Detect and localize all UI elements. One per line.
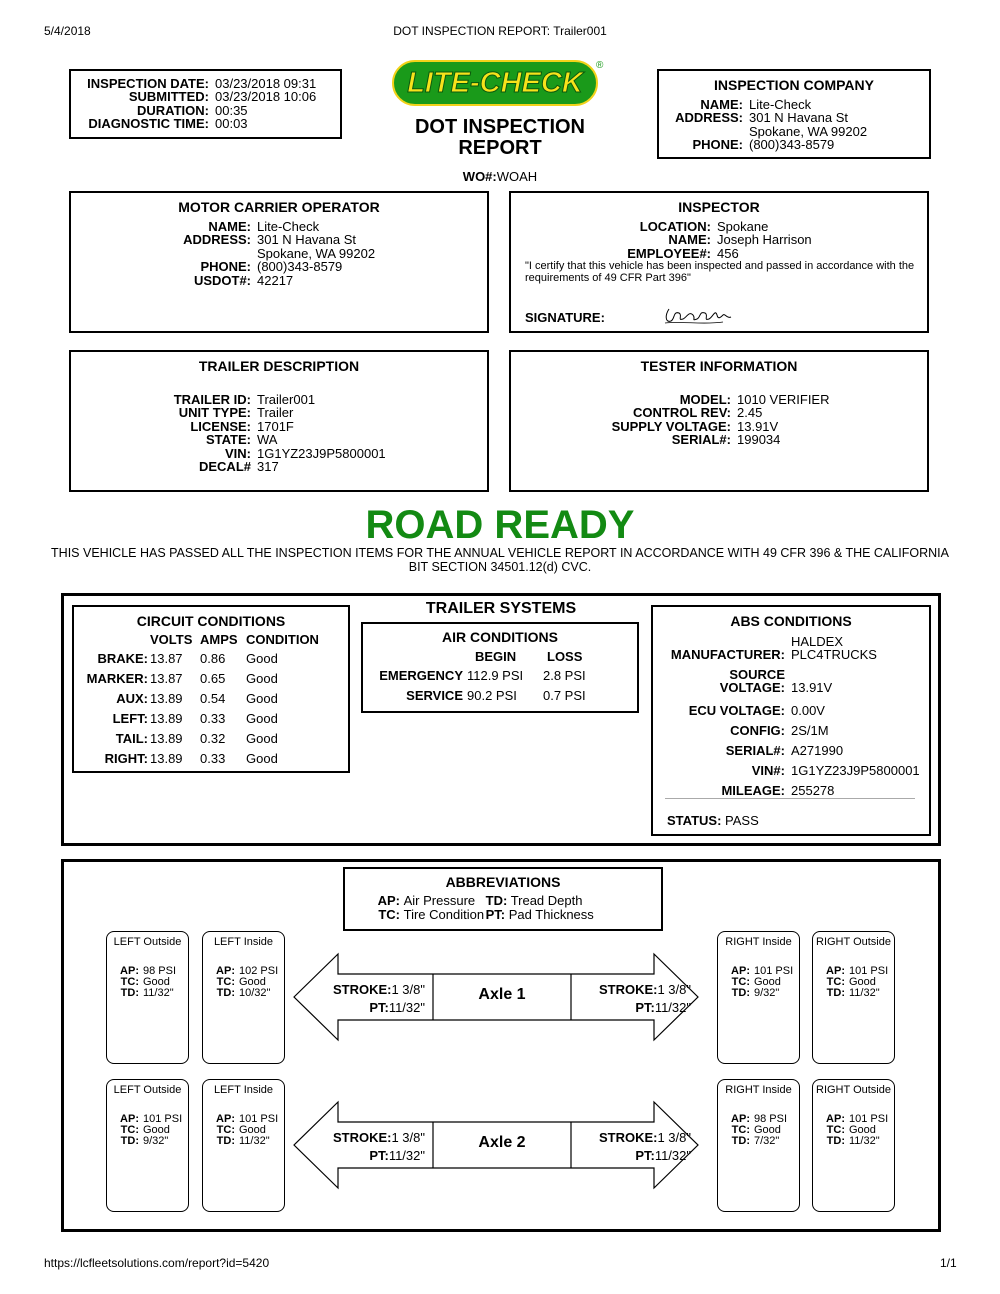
abbr-pt: PT: xyxy=(485,907,506,922)
loss-header: LOSS xyxy=(547,649,583,664)
decal-label: DECAL# xyxy=(198,459,251,475)
work-order-label: WO#: xyxy=(462,169,497,184)
submitted-label: SUBMITTED: xyxy=(128,89,209,105)
circuit-condition: Good xyxy=(246,750,278,766)
report-url[interactable]: https://lcfleetsolutions.com/report?id=5420 xyxy=(44,1256,270,1270)
lite-check-logo xyxy=(392,60,604,108)
circuit-volts: 13.87 xyxy=(150,650,183,666)
tire-axle2-right-inside xyxy=(717,1079,800,1212)
tire-title: RIGHT Inside xyxy=(725,1084,792,1096)
abs-vin-label: VIN#: xyxy=(751,763,785,778)
air-label: EMERGENCY xyxy=(379,667,463,683)
tire-td: 10/32" xyxy=(239,987,271,999)
condition-header: CONDITION xyxy=(246,632,319,647)
certification-statement: "I certify that this vehicle has been inspected and passed in accordance with the requirements of 49 CFR Part 396" xyxy=(525,260,915,284)
abbr-td: TD: xyxy=(485,893,508,908)
air-begin: 90.2 PSI xyxy=(467,687,517,703)
signature-image xyxy=(663,305,733,327)
circuit-condition: Good xyxy=(246,670,278,686)
tire-tc: Good xyxy=(849,976,876,988)
circuit-amps: 0.86 xyxy=(200,650,226,666)
td-label: TD: xyxy=(120,987,139,999)
amps-header: AMPS xyxy=(200,632,238,647)
abs-manufacturer-line1: HALDEX xyxy=(791,634,844,649)
abbr-ap: AP: xyxy=(377,893,400,908)
circuit-volts: 13.89 xyxy=(150,710,183,726)
tire-axle1-left-outside xyxy=(106,931,189,1064)
signature-label: SIGNATURE: xyxy=(525,310,605,325)
state-value: WA xyxy=(257,432,278,448)
air-loss: 0.7 PSI xyxy=(543,687,586,703)
table-row xyxy=(82,648,319,668)
tire-td: 9/32" xyxy=(143,1135,169,1147)
trailer-systems-box xyxy=(61,593,941,846)
stroke-value: 1 3/8" xyxy=(657,982,691,997)
stroke-value: 1 3/8" xyxy=(391,982,425,997)
inspector-title: INSPECTOR xyxy=(678,199,760,215)
abbr-td-meaning: Tread Depth xyxy=(510,893,583,908)
inspector-name-value: Joseph Harrison xyxy=(717,232,812,248)
table-row xyxy=(367,665,586,685)
circuit-volts: 13.89 xyxy=(150,690,183,706)
stroke-label: STROKE: xyxy=(332,982,392,997)
inspection-date-value: 03/23/2018 09:31 xyxy=(215,76,317,91)
abs-conditions-title: ABS CONDITIONS xyxy=(730,613,852,629)
carrier-phone-label: PHONE: xyxy=(200,259,251,275)
air-table xyxy=(367,648,586,705)
air-loss: 2.8 PSI xyxy=(543,667,586,683)
volts-header: VOLTS xyxy=(150,632,193,647)
report-title-line1: DOT INSPECTION xyxy=(414,116,585,138)
abs-vin-value: 1G1YZ23J9P5800001 xyxy=(791,763,920,778)
inspection-times-box xyxy=(69,69,342,139)
abs-conditions-box xyxy=(651,605,931,836)
circuit-label: AUX: xyxy=(116,690,148,706)
work-order-value: WOAH xyxy=(496,169,538,184)
stroke-label: STROKE: xyxy=(598,1130,658,1145)
abs-ecu-value: 0.00V xyxy=(791,703,825,718)
table-row xyxy=(82,708,319,728)
circuit-amps: 0.32 xyxy=(200,730,226,746)
registered-mark: ® xyxy=(596,60,604,71)
inspector-employee-label: EMPLOYEE#: xyxy=(627,245,711,261)
circuit-conditions-title: CIRCUIT CONDITIONS xyxy=(136,613,286,629)
tester-model-value: 1010 VERIFIER xyxy=(737,392,830,407)
tire-ap: 101 PSI xyxy=(849,1113,889,1125)
ap-label: AP: xyxy=(731,1113,750,1125)
company-address-label: ADDRESS: xyxy=(675,110,743,126)
tire-td: 9/32" xyxy=(754,987,780,999)
pass-statement: THIS VEHICLE HAS PASSED ALL THE INSPECTION ITEMS FOR THE ANNUAL VEHICLE REPORT IN ACCORDANCE WITH 49 CFR 396 & THE CALIFORNIA BIT SECTION 34501.12(d) CVC. xyxy=(51,546,949,574)
tire-ap: 101 PSI xyxy=(143,1113,183,1125)
axle-2-right-stroke xyxy=(571,1129,691,1165)
abbreviations-title: ABBREVIATIONS xyxy=(445,874,561,890)
tc-label: TC: xyxy=(120,976,139,988)
axle-2-left-stroke xyxy=(309,1129,433,1165)
tester-model-label: MODEL: xyxy=(679,392,731,407)
table-row xyxy=(82,748,319,768)
abbr-tc: TC: xyxy=(378,907,400,922)
tester-information-title: TESTER INFORMATION xyxy=(640,358,798,374)
decal-value: 317 xyxy=(257,459,279,475)
diagnostic-time-label: DIAGNOSTIC TIME: xyxy=(88,116,209,132)
tc-label: TC: xyxy=(731,976,750,988)
abbreviations-list xyxy=(375,894,594,922)
ap-label: AP: xyxy=(826,965,845,977)
motor-carrier-box xyxy=(69,191,489,333)
circuit-label: LEFT: xyxy=(112,710,148,726)
state-label: STATE: xyxy=(205,432,251,448)
tire-ap: 101 PSI xyxy=(754,965,794,977)
tire-title: LEFT Inside xyxy=(213,1084,274,1096)
circuit-volts: 13.89 xyxy=(150,730,183,746)
table-row xyxy=(82,728,319,748)
inspector-name-label: NAME: xyxy=(668,232,711,248)
circuit-condition: Good xyxy=(246,710,278,726)
tire-axle2-left-inside xyxy=(202,1079,285,1212)
axle-2-diagram xyxy=(293,1100,699,1190)
td-label: TD: xyxy=(731,1135,750,1147)
abbr-ap-meaning: Air Pressure xyxy=(403,893,476,908)
inspector-location-label: LOCATION: xyxy=(639,219,711,234)
circuit-volts: 13.89 xyxy=(150,750,183,766)
work-order xyxy=(370,169,630,184)
tire-title: LEFT Inside xyxy=(213,936,274,948)
tc-label: TC: xyxy=(826,1124,845,1136)
ap-label: AP: xyxy=(120,1113,139,1125)
abs-status xyxy=(667,813,759,828)
tire-ap: 98 PSI xyxy=(754,1113,788,1125)
page-number: 1/1 xyxy=(940,1256,957,1270)
stroke-label: STROKE: xyxy=(332,1130,392,1145)
circuit-label: TAIL: xyxy=(115,730,148,746)
company-address-value: 301 N Havana St xyxy=(749,110,849,126)
logo-text: LITE-CHECK xyxy=(407,67,583,99)
tire-title: RIGHT Outside xyxy=(816,936,891,948)
road-ready-headline: ROAD READY xyxy=(365,503,635,547)
carrier-usdot-label: USDOT#: xyxy=(193,272,251,288)
pt-label: PT: xyxy=(369,1148,389,1163)
tire-axle1-left-inside xyxy=(202,931,285,1064)
td-label: TD: xyxy=(120,1135,139,1147)
pt-value: 11/32" xyxy=(388,1148,425,1163)
tire-title: LEFT Outside xyxy=(113,936,182,948)
trailer-id-value: Trailer001 xyxy=(257,392,316,407)
vin-value: 1G1YZ23J9P5800001 xyxy=(257,445,386,461)
table-row xyxy=(82,668,319,688)
tire-td: 11/32" xyxy=(239,1135,270,1147)
control-rev-label: CONTROL REV: xyxy=(633,405,731,421)
carrier-city-value: Spokane, WA 99202 xyxy=(257,245,376,261)
td-label: TD: xyxy=(826,1135,845,1147)
stroke-value: 1 3/8" xyxy=(391,1130,425,1145)
abs-source-label2: VOLTAGE: xyxy=(719,680,785,696)
vin-label: VIN: xyxy=(225,445,251,461)
report-title xyxy=(370,117,630,159)
ap-label: AP: xyxy=(731,965,750,977)
abs-status-label: STATUS: xyxy=(667,813,722,828)
axle-1-right-stroke xyxy=(571,981,691,1017)
circuit-conditions-box xyxy=(72,605,350,773)
report-title-line2: REPORT xyxy=(458,137,542,159)
abs-config-label: CONFIG: xyxy=(730,723,785,738)
carrier-address-value: 301 N Havana St xyxy=(257,232,357,248)
axle-section-box xyxy=(61,859,941,1232)
axle-2-name: Axle 2 xyxy=(478,1134,526,1151)
tester-serial-value: 199034 xyxy=(737,432,781,448)
tire-tc: Good xyxy=(849,1124,876,1136)
stroke-label: STROKE: xyxy=(598,982,658,997)
unit-type-value: Trailer xyxy=(257,405,294,421)
tire-ap: 101 PSI xyxy=(849,965,889,977)
company-name-value: Lite-Check xyxy=(749,97,812,112)
inspection-company-title: INSPECTION COMPANY xyxy=(714,77,874,93)
trailer-systems-title: TRAILER SYSTEMS xyxy=(425,600,577,617)
tc-label: TC: xyxy=(826,976,845,988)
td-label: TD: xyxy=(216,987,235,999)
circuit-amps: 0.65 xyxy=(200,670,226,686)
tire-tc: Good xyxy=(143,1124,170,1136)
tire-tc: Good xyxy=(239,1124,266,1136)
carrier-usdot-value: 42217 xyxy=(257,272,294,288)
air-begin: 112.9 PSI xyxy=(467,667,524,683)
abbr-pt-meaning: Pad Thickness xyxy=(508,907,594,922)
abs-mileage-label: MILEAGE: xyxy=(721,783,785,798)
tire-ap: 102 PSI xyxy=(239,965,279,977)
diagnostic-time-value: 00:03 xyxy=(215,116,248,132)
license-value: 1701F xyxy=(257,418,294,434)
table-row xyxy=(82,688,319,708)
abs-serial-value: A271990 xyxy=(791,743,844,758)
tire-tc: Good xyxy=(143,976,170,988)
air-conditions-box xyxy=(361,622,639,713)
trailer-description-title: TRAILER DESCRIPTION xyxy=(198,358,360,374)
tire-title: LEFT Outside xyxy=(113,1084,182,1096)
table-row xyxy=(367,685,586,705)
carrier-name-value: Lite-Check xyxy=(257,219,320,234)
pt-value: 11/32" xyxy=(654,1000,691,1015)
tester-information-box xyxy=(509,350,929,492)
circuit-volts: 13.87 xyxy=(150,670,183,686)
abs-manufacturer-label: MANUFACTURER: xyxy=(670,647,785,663)
pt-label: PT: xyxy=(635,1000,655,1015)
carrier-name-label: NAME: xyxy=(208,219,251,234)
ap-label: AP: xyxy=(120,965,139,977)
inspection-date-label: INSPECTION DATE: xyxy=(87,76,209,91)
trailer-id-label: TRAILER ID: xyxy=(173,392,251,407)
print-date: 5/4/2018 xyxy=(44,24,91,38)
pt-value: 11/32" xyxy=(654,1148,691,1163)
circuit-table xyxy=(82,631,319,768)
supply-voltage-label: SUPPLY VOLTAGE: xyxy=(611,418,731,434)
ap-label: AP: xyxy=(826,1113,845,1125)
td-label: TD: xyxy=(826,987,845,999)
submitted-value: 03/23/2018 10:06 xyxy=(215,89,317,105)
company-phone-label: PHONE: xyxy=(692,137,743,153)
tire-title: RIGHT Inside xyxy=(725,936,792,948)
abs-divider xyxy=(665,798,915,799)
company-phone-value: (800)343-8579 xyxy=(749,137,835,153)
tire-axle1-right-inside xyxy=(717,931,800,1064)
inspector-employee-value: 456 xyxy=(717,245,739,261)
inspector-location-value: Spokane xyxy=(717,219,769,234)
circuit-label: RIGHT: xyxy=(104,750,148,766)
carrier-phone-value: (800)343-8579 xyxy=(257,259,343,275)
tester-serial-label: SERIAL#: xyxy=(671,432,731,448)
td-label: TD: xyxy=(216,1135,235,1147)
tire-ap: 98 PSI xyxy=(143,965,177,977)
circuit-condition: Good xyxy=(246,690,278,706)
circuit-condition: Good xyxy=(246,650,278,666)
tire-td: 11/32" xyxy=(143,987,174,999)
unit-type-label: UNIT TYPE: xyxy=(178,405,251,421)
abs-config-value: 2S/1M xyxy=(791,723,829,738)
tire-td: 11/32" xyxy=(849,987,880,999)
abs-source-value: 13.91V xyxy=(791,680,833,696)
tire-ap: 101 PSI xyxy=(239,1113,279,1125)
axle-1-diagram xyxy=(293,952,699,1042)
tire-td: 11/32" xyxy=(849,1135,880,1147)
inspection-company-box xyxy=(657,69,931,159)
circuit-amps: 0.33 xyxy=(200,710,226,726)
begin-header: BEGIN xyxy=(475,649,517,664)
ap-label: AP: xyxy=(216,965,235,977)
tire-title: RIGHT Outside xyxy=(816,1084,891,1096)
axle-1-name: Axle 1 xyxy=(478,986,526,1003)
tc-label: TC: xyxy=(216,1124,235,1136)
tire-axle1-right-outside xyxy=(812,931,895,1064)
abs-manufacturer-line2: PLC4TRUCKS xyxy=(791,647,877,663)
circuit-label: MARKER: xyxy=(86,670,148,686)
tire-axle2-left-outside xyxy=(106,1079,189,1212)
company-name-label: NAME: xyxy=(700,97,743,112)
tire-tc: Good xyxy=(754,976,781,988)
tc-label: TC: xyxy=(216,976,235,988)
tire-tc: Good xyxy=(754,1124,781,1136)
license-label: LICENSE: xyxy=(190,418,251,434)
abs-status-value: PASS xyxy=(725,813,759,828)
control-rev-value: 2.45 xyxy=(737,405,763,421)
ap-label: AP: xyxy=(216,1113,235,1125)
inspection-times-list xyxy=(71,77,316,131)
abs-ecu-label: ECU VOLTAGE: xyxy=(688,703,785,718)
abbr-tc-meaning: Tire Condition xyxy=(403,907,485,922)
axle-1-left-stroke xyxy=(309,981,433,1017)
circuit-condition: Good xyxy=(246,730,278,746)
inspector-box xyxy=(509,191,929,333)
tc-label: TC: xyxy=(120,1124,139,1136)
company-city-value: Spokane, WA 99202 xyxy=(749,123,868,139)
air-conditions-title: AIR CONDITIONS xyxy=(442,629,558,645)
tire-tc: Good xyxy=(239,976,266,988)
trailer-description-box xyxy=(69,350,489,492)
circuit-amps: 0.33 xyxy=(200,750,226,766)
tc-label: TC: xyxy=(731,1124,750,1136)
td-label: TD: xyxy=(731,987,750,999)
pt-value: 11/32" xyxy=(388,1000,425,1015)
abs-serial-label: SERIAL#: xyxy=(725,743,785,758)
duration-label: DURATION: xyxy=(137,102,209,118)
motor-carrier-title: MOTOR CARRIER OPERATOR xyxy=(178,199,380,215)
duration-value: 00:35 xyxy=(215,102,248,118)
abs-source-label1: SOURCE xyxy=(729,667,785,682)
circuit-amps: 0.54 xyxy=(200,690,226,706)
abs-mileage-value: 255278 xyxy=(791,783,835,798)
tire-td: 7/32" xyxy=(754,1135,780,1147)
tire-axle2-right-outside xyxy=(812,1079,895,1212)
supply-voltage-value: 13.91V xyxy=(737,418,779,434)
carrier-address-label: ADDRESS: xyxy=(183,232,251,248)
abbreviations-box xyxy=(343,867,663,931)
print-title: DOT INSPECTION REPORT: Trailer001 xyxy=(393,24,607,38)
pt-label: PT: xyxy=(635,1148,655,1163)
circuit-label: BRAKE: xyxy=(97,650,148,666)
pt-label: PT: xyxy=(369,1000,389,1015)
air-label: SERVICE xyxy=(406,687,463,703)
stroke-value: 1 3/8" xyxy=(657,1130,691,1145)
